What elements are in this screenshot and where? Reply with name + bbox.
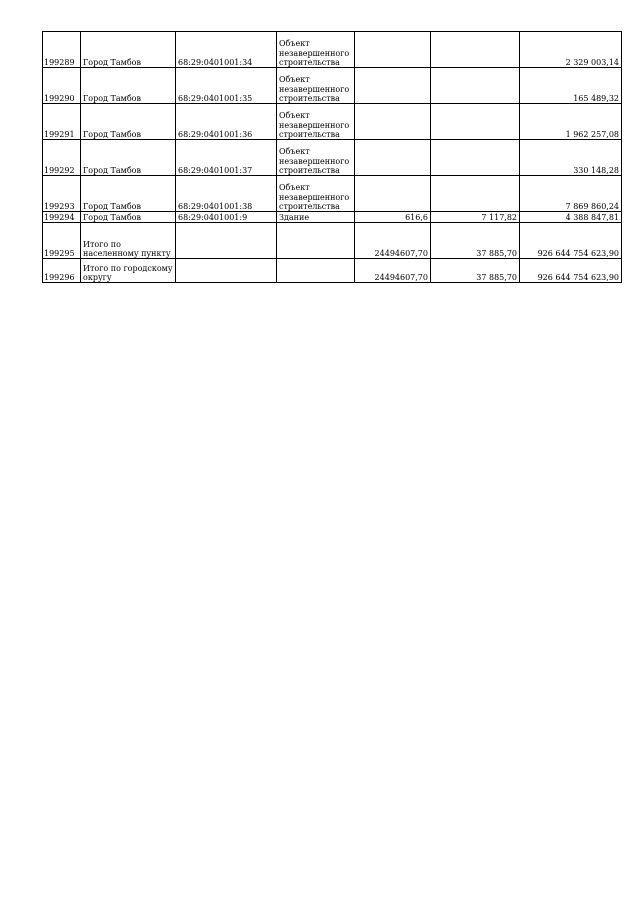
row-value: [431, 140, 520, 176]
row-cost: 2 329 003,14: [520, 32, 622, 68]
table-row: [43, 104, 622, 140]
data-table: [42, 31, 622, 283]
row-id: 199291: [43, 104, 81, 140]
row-type: Объект незавершенного строительства: [277, 104, 355, 140]
row-cadastral: [176, 223, 277, 259]
row-place: Город Тамбов: [81, 176, 176, 212]
row-area: 616,6: [355, 212, 431, 223]
row-cost: 926 644 754 623,90: [520, 223, 622, 259]
row-area: [355, 176, 431, 212]
row-cadastral: 68:29:0401001:36: [176, 104, 277, 140]
row-type: [277, 259, 355, 283]
row-area: [355, 140, 431, 176]
row-id: 199290: [43, 68, 81, 104]
row-place: Итого по городскому округу: [81, 259, 176, 283]
row-cadastral: 68:29:0401001:38: [176, 176, 277, 212]
row-cadastral: 68:29:0401001:37: [176, 140, 277, 176]
row-value: 37 885,70: [431, 259, 520, 283]
row-cost: 1 962 257,08: [520, 104, 622, 140]
row-id: 199295: [43, 223, 81, 259]
table-row: [43, 212, 622, 223]
table-row: [43, 176, 622, 212]
row-area: [355, 68, 431, 104]
table-row-total: [43, 223, 622, 259]
row-id: 199292: [43, 140, 81, 176]
table-row: [43, 32, 622, 68]
row-value: 37 885,70: [431, 223, 520, 259]
row-id: 199289: [43, 32, 81, 68]
row-type: Объект незавершенного строительства: [277, 32, 355, 68]
row-place: Город Тамбов: [81, 140, 176, 176]
row-cadastral: 68:29:0401001:9: [176, 212, 277, 223]
row-value: [431, 104, 520, 140]
row-value: [431, 176, 520, 212]
row-cost: 926 644 754 623,90: [520, 259, 622, 283]
row-id: 199293: [43, 176, 81, 212]
row-type: Объект незавершенного строительства: [277, 140, 355, 176]
row-cost: 4 388 847,81: [520, 212, 622, 223]
row-area: [355, 32, 431, 68]
row-place: Город Тамбов: [81, 32, 176, 68]
row-cost: 165 489,32: [520, 68, 622, 104]
row-type: Объект незавершенного строительства: [277, 176, 355, 212]
row-type: Здание: [277, 212, 355, 223]
row-place: Город Тамбов: [81, 104, 176, 140]
row-cadastral: 68:29:0401001:35: [176, 68, 277, 104]
row-id: 199294: [43, 212, 81, 223]
table-row: [43, 68, 622, 104]
row-area: [355, 104, 431, 140]
row-area: 24494607,70: [355, 223, 431, 259]
row-place: Город Тамбов: [81, 68, 176, 104]
row-area: 24494607,70: [355, 259, 431, 283]
row-id: 199296: [43, 259, 81, 283]
row-cadastral: [176, 259, 277, 283]
row-place: Итого по населенному пункту: [81, 223, 176, 259]
table-row-total: [43, 259, 622, 283]
row-cost: 330 148,28: [520, 140, 622, 176]
table-row: [43, 140, 622, 176]
row-cadastral: 68:29:0401001:34: [176, 32, 277, 68]
row-place: Город Тамбов: [81, 212, 176, 223]
row-type: [277, 223, 355, 259]
row-value: [431, 68, 520, 104]
row-cost: 7 869 860,24: [520, 176, 622, 212]
row-value: [431, 32, 520, 68]
row-value: 7 117,82: [431, 212, 520, 223]
row-type: Объект незавершенного строительства: [277, 68, 355, 104]
